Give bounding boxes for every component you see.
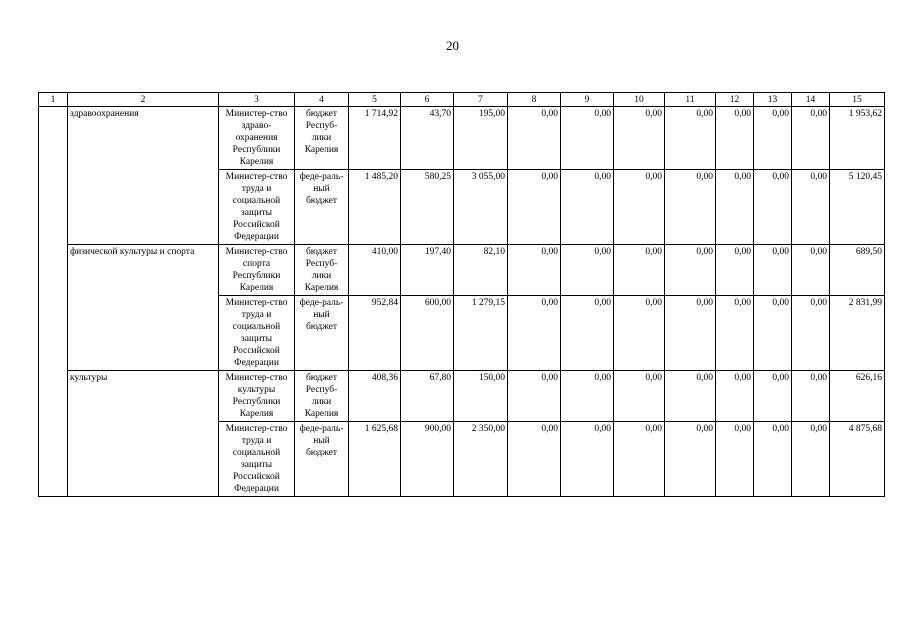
col-header-13: 13 (754, 93, 792, 107)
value-cell-col-6: 900,00 (401, 422, 454, 497)
value-cell-col-10: 0,00 (614, 245, 665, 296)
value-cell-col-7: 3 055,00 (454, 170, 508, 245)
value-cell-col-7: 82,10 (454, 245, 508, 296)
value-cell-col-14: 0,00 (792, 170, 830, 245)
budget-table (38, 92, 885, 497)
col-header-15: 15 (830, 93, 885, 107)
value-cell-col-9: 0,00 (561, 170, 614, 245)
value-cell-col-6: 43,70 (401, 107, 454, 170)
value-cell-col-5: 1 485,20 (349, 170, 401, 245)
value-cell-col-8: 0,00 (508, 296, 561, 371)
funding-source-cell: бюджет Респуб-лики Карелия (295, 245, 349, 296)
value-cell-col-14: 0,00 (792, 422, 830, 497)
col-header-10: 10 (614, 93, 665, 107)
value-cell-col-6: 600,00 (401, 296, 454, 371)
value-cell-col-9: 0,00 (561, 422, 614, 497)
col-header-14: 14 (792, 93, 830, 107)
value-cell-col-10: 0,00 (614, 296, 665, 371)
value-cell-col-13: 0,00 (754, 371, 792, 422)
value-cell-col-15: 626,16 (830, 371, 885, 422)
direction-cell: культуры (68, 371, 219, 497)
value-cell-col-8: 0,00 (508, 371, 561, 422)
value-cell-col-15: 5 120,45 (830, 170, 885, 245)
table-row (39, 371, 885, 422)
value-cell-col-5: 952,84 (349, 296, 401, 371)
value-cell-col-11: 0,00 (665, 422, 716, 497)
value-cell-col-6: 580,25 (401, 170, 454, 245)
value-cell-col-13: 0,00 (754, 107, 792, 170)
col-header-2: 2 (68, 93, 219, 107)
value-cell-col-14: 0,00 (792, 107, 830, 170)
table-body (39, 107, 885, 497)
funding-source-cell: феде-раль-ный бюджет (295, 422, 349, 497)
col-header-11: 11 (665, 93, 716, 107)
value-cell-col-9: 0,00 (561, 296, 614, 371)
value-cell-col-7: 1 279,15 (454, 296, 508, 371)
executor-cell: Министер-ство здраво-охранения Республики Карелия (219, 107, 295, 170)
executor-cell: Министер-ство труда и социальной защиты Российской Федерации (219, 296, 295, 371)
value-cell-col-10: 0,00 (614, 371, 665, 422)
value-cell-col-14: 0,00 (792, 371, 830, 422)
value-cell-col-13: 0,00 (754, 170, 792, 245)
value-cell-col-8: 0,00 (508, 170, 561, 245)
value-cell-col-10: 0,00 (614, 107, 665, 170)
value-cell-col-15: 2 831,99 (830, 296, 885, 371)
value-cell-col-5: 1 714,92 (349, 107, 401, 170)
col-header-1: 1 (39, 93, 68, 107)
table-row (39, 107, 885, 170)
value-cell-col-6: 67,80 (401, 371, 454, 422)
col-header-7: 7 (454, 93, 508, 107)
value-cell-col-8: 0,00 (508, 245, 561, 296)
col-header-12: 12 (716, 93, 754, 107)
value-cell-col-5: 408,36 (349, 371, 401, 422)
value-cell-col-10: 0,00 (614, 422, 665, 497)
executor-cell: Министер-ство труда и социальной защиты Российской Федерации (219, 422, 295, 497)
value-cell-col-11: 0,00 (665, 245, 716, 296)
value-cell-col-5: 1 625,68 (349, 422, 401, 497)
value-cell-col-13: 0,00 (754, 296, 792, 371)
col-header-8: 8 (508, 93, 561, 107)
header-row (39, 93, 885, 107)
funding-source-cell: феде-раль-ный бюджет (295, 296, 349, 371)
value-cell-col-6: 197,40 (401, 245, 454, 296)
value-cell-col-13: 0,00 (754, 422, 792, 497)
value-cell-col-14: 0,00 (792, 296, 830, 371)
funding-source-cell: бюджет Респуб-лики Карелия (295, 371, 349, 422)
value-cell-col-9: 0,00 (561, 107, 614, 170)
value-cell-col-11: 0,00 (665, 296, 716, 371)
value-cell-col-8: 0,00 (508, 422, 561, 497)
value-cell-col-12: 0,00 (716, 422, 754, 497)
value-cell-col-12: 0,00 (716, 107, 754, 170)
funding-source-cell: феде-раль-ный бюджет (295, 170, 349, 245)
value-cell-col-12: 0,00 (716, 371, 754, 422)
col-header-3: 3 (219, 93, 295, 107)
direction-cell: здравоохранения (68, 107, 219, 245)
row-number-cell (39, 107, 68, 497)
value-cell-col-5: 410,00 (349, 245, 401, 296)
executor-cell: Министер-ство культуры Республики Карелия (219, 371, 295, 422)
executor-cell: Министер-ство труда и социальной защиты Российской Федерации (219, 170, 295, 245)
col-header-6: 6 (401, 93, 454, 107)
value-cell-col-15: 4 875,68 (830, 422, 885, 497)
value-cell-col-7: 150,00 (454, 371, 508, 422)
value-cell-col-8: 0,00 (508, 107, 561, 170)
value-cell-col-7: 2 350,00 (454, 422, 508, 497)
value-cell-col-13: 0,00 (754, 245, 792, 296)
value-cell-col-12: 0,00 (716, 170, 754, 245)
value-cell-col-14: 0,00 (792, 245, 830, 296)
value-cell-col-7: 195,00 (454, 107, 508, 170)
value-cell-col-15: 689,50 (830, 245, 885, 296)
value-cell-col-12: 0,00 (716, 296, 754, 371)
table-row (39, 245, 885, 296)
executor-cell: Министер-ство спорта Республики Карелия (219, 245, 295, 296)
direction-cell: физической культуры и спорта (68, 245, 219, 371)
value-cell-col-11: 0,00 (665, 170, 716, 245)
col-header-4: 4 (295, 93, 349, 107)
value-cell-col-9: 0,00 (561, 371, 614, 422)
page-number: 20 (446, 38, 459, 53)
value-cell-col-12: 0,00 (716, 245, 754, 296)
funding-source-cell: бюджет Респуб-лики Карелия (295, 107, 349, 170)
value-cell-col-11: 0,00 (665, 371, 716, 422)
value-cell-col-9: 0,00 (561, 245, 614, 296)
col-header-9: 9 (561, 93, 614, 107)
value-cell-col-15: 1 953,62 (830, 107, 885, 170)
col-header-5: 5 (349, 93, 401, 107)
value-cell-col-11: 0,00 (665, 107, 716, 170)
value-cell-col-10: 0,00 (614, 170, 665, 245)
